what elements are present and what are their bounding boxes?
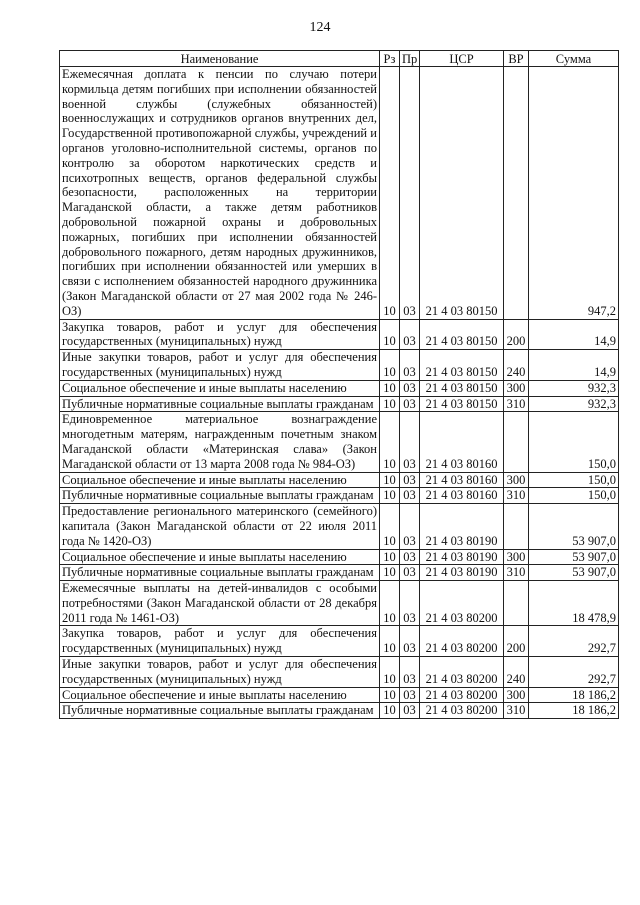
table-row (60, 488, 619, 504)
cell-pr: 03 (400, 396, 420, 412)
cell-pr: 03 (400, 380, 420, 396)
cell-vr (504, 67, 529, 320)
cell-vr: 240 (504, 350, 529, 381)
cell-rz: 10 (380, 687, 400, 703)
header-vr: ВР (504, 51, 529, 67)
cell-csr: 21 4 03 80190 (420, 565, 504, 581)
cell-name: Социальное обеспечение и иные выплаты населению (60, 472, 380, 488)
header-csr: ЦСР (420, 51, 504, 67)
cell-rz: 10 (380, 504, 400, 549)
cell-pr: 03 (400, 488, 420, 504)
cell-sum: 150,0 (529, 412, 619, 472)
cell-pr: 03 (400, 412, 420, 472)
cell-vr: 300 (504, 549, 529, 565)
cell-sum: 53 907,0 (529, 565, 619, 581)
cell-pr: 03 (400, 581, 420, 626)
table-row (60, 67, 619, 320)
cell-csr: 21 4 03 80160 (420, 472, 504, 488)
header-name: Наименование (60, 51, 380, 67)
cell-sum: 932,3 (529, 380, 619, 396)
cell-vr: 310 (504, 396, 529, 412)
table-row (60, 687, 619, 703)
table-row (60, 626, 619, 657)
cell-name: Иные закупки товаров, работ и услуг для обеспечения государственных (муниципальных) нужд (60, 657, 380, 688)
table-row (60, 350, 619, 381)
cell-csr: 21 4 03 80150 (420, 350, 504, 381)
cell-vr: 310 (504, 565, 529, 581)
table-header-row (60, 51, 619, 67)
cell-pr: 03 (400, 549, 420, 565)
cell-rz: 10 (380, 319, 400, 350)
cell-pr: 03 (400, 565, 420, 581)
table-row (60, 472, 619, 488)
cell-rz: 10 (380, 703, 400, 719)
cell-pr: 03 (400, 626, 420, 657)
cell-name: Социальное обеспечение и иные выплаты населению (60, 687, 380, 703)
cell-pr: 03 (400, 703, 420, 719)
cell-csr: 21 4 03 80150 (420, 396, 504, 412)
cell-csr: 21 4 03 80200 (420, 657, 504, 688)
cell-sum: 53 907,0 (529, 504, 619, 549)
cell-name: Публичные нормативные социальные выплаты гражданам (60, 396, 380, 412)
cell-sum: 292,7 (529, 657, 619, 688)
header-pr: Пр (400, 51, 420, 67)
cell-csr: 21 4 03 80150 (420, 319, 504, 350)
cell-vr: 300 (504, 380, 529, 396)
cell-vr: 310 (504, 488, 529, 504)
table-row (60, 581, 619, 626)
cell-vr: 310 (504, 703, 529, 719)
cell-sum: 18 186,2 (529, 703, 619, 719)
table-row (60, 412, 619, 472)
header-rz: Рз (380, 51, 400, 67)
cell-csr: 21 4 03 80190 (420, 549, 504, 565)
cell-pr: 03 (400, 319, 420, 350)
table-row (60, 319, 619, 350)
table-body (60, 67, 619, 719)
cell-vr (504, 412, 529, 472)
cell-name: Ежемесячные выплаты на детей-инвалидов с особыми потребностями (Закон Магаданской области от 28 декабря 2011 года № 1461-ОЗ) (60, 581, 380, 626)
cell-sum: 150,0 (529, 488, 619, 504)
table-row (60, 565, 619, 581)
cell-name: Социальное обеспечение и иные выплаты населению (60, 549, 380, 565)
cell-rz: 10 (380, 412, 400, 472)
cell-rz: 10 (380, 626, 400, 657)
cell-rz: 10 (380, 350, 400, 381)
cell-rz: 10 (380, 565, 400, 581)
cell-sum: 150,0 (529, 472, 619, 488)
cell-pr: 03 (400, 657, 420, 688)
cell-name: Единовременное материальное вознаграждение многодетным матерям, награжденным почетным знаком Магаданской области «Материнская слава» (Закон Магаданской области от 13 марта 2008 года № 984-ОЗ) (60, 412, 380, 472)
cell-pr: 03 (400, 504, 420, 549)
cell-name: Ежемесячная доплата к пенсии по случаю потери кормильца детям погибших при исполнении обязанностей военной службы (служебных обязанностей) военнослужащих и сотрудников органов внутренних дел, Государственной противопожарной службы, учреждений и органов уголовно-исполнительной системы, органов по контролю за оборотом наркотических средств и психотропных веществ, органов федеральной службы безопасности, расположенных на территории Магаданской области, а также детям работников добровольной пожарной охраны и добровольных пожарных, погибших при исполнении обязанностей добровольного пожарного, детям народных дружинников, погибших при исполнении обязанностей или умерших в связи с исполнением обязанностей народного дружинника (Закон Магаданской области от 27 мая 2002 года № 246-ОЗ) (60, 67, 380, 320)
cell-csr: 21 4 03 80150 (420, 380, 504, 396)
cell-csr: 21 4 03 80200 (420, 626, 504, 657)
cell-csr: 21 4 03 80160 (420, 412, 504, 472)
cell-vr: 300 (504, 687, 529, 703)
cell-csr: 21 4 03 80200 (420, 581, 504, 626)
cell-pr: 03 (400, 67, 420, 320)
cell-sum: 292,7 (529, 626, 619, 657)
cell-name: Закупка товаров, работ и услуг для обеспечения государственных (муниципальных) нужд (60, 319, 380, 350)
cell-name: Иные закупки товаров, работ и услуг для обеспечения государственных (муниципальных) нужд (60, 350, 380, 381)
cell-name: Публичные нормативные социальные выплаты гражданам (60, 565, 380, 581)
cell-rz: 10 (380, 549, 400, 565)
cell-sum: 18 478,9 (529, 581, 619, 626)
cell-pr: 03 (400, 350, 420, 381)
cell-pr: 03 (400, 472, 420, 488)
cell-csr: 21 4 03 80190 (420, 504, 504, 549)
cell-vr (504, 581, 529, 626)
cell-rz: 10 (380, 472, 400, 488)
cell-sum: 18 186,2 (529, 687, 619, 703)
cell-pr: 03 (400, 687, 420, 703)
cell-vr: 200 (504, 319, 529, 350)
cell-sum: 53 907,0 (529, 549, 619, 565)
cell-sum: 932,3 (529, 396, 619, 412)
cell-rz: 10 (380, 396, 400, 412)
header-sum: Сумма (529, 51, 619, 67)
cell-sum: 14,9 (529, 350, 619, 381)
table-row (60, 380, 619, 396)
cell-vr: 300 (504, 472, 529, 488)
cell-sum: 14,9 (529, 319, 619, 350)
cell-vr: 200 (504, 626, 529, 657)
cell-name: Закупка товаров, работ и услуг для обеспечения государственных (муниципальных) нужд (60, 626, 380, 657)
table-row (60, 504, 619, 549)
cell-name: Социальное обеспечение и иные выплаты населению (60, 380, 380, 396)
budget-table (59, 50, 619, 719)
cell-rz: 10 (380, 581, 400, 626)
cell-csr: 21 4 03 80160 (420, 488, 504, 504)
cell-rz: 10 (380, 380, 400, 396)
cell-name: Публичные нормативные социальные выплаты гражданам (60, 488, 380, 504)
table-row (60, 657, 619, 688)
table-row (60, 396, 619, 412)
table-row (60, 549, 619, 565)
cell-name: Предоставление регионального материнского (семейного) капитала (Закон Магаданской области от 22 июля 2011 года № 1420-ОЗ) (60, 504, 380, 549)
cell-vr: 240 (504, 657, 529, 688)
cell-csr: 21 4 03 80150 (420, 67, 504, 320)
cell-rz: 10 (380, 657, 400, 688)
cell-csr: 21 4 03 80200 (420, 687, 504, 703)
cell-rz: 10 (380, 488, 400, 504)
cell-vr (504, 504, 529, 549)
cell-sum: 947,2 (529, 67, 619, 320)
cell-csr: 21 4 03 80200 (420, 703, 504, 719)
table-row (60, 703, 619, 719)
cell-name: Публичные нормативные социальные выплаты гражданам (60, 703, 380, 719)
cell-rz: 10 (380, 67, 400, 320)
page-number: 124 (309, 20, 331, 35)
